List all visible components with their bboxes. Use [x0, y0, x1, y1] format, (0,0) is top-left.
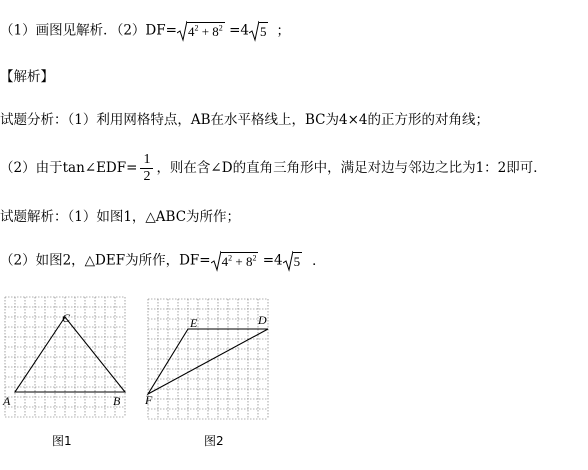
label-A: A [3, 394, 11, 408]
section-heading: 【解析】 [0, 69, 54, 85]
radicand: $4^2 + 8^2$ [221, 253, 257, 269]
answer-eq: =4 [224, 22, 249, 39]
label-F: F [145, 393, 153, 407]
radical-sign-icon [249, 20, 259, 42]
solution2-tail: ． [312, 252, 326, 269]
radical-sign-icon [283, 250, 293, 272]
fraction-one-half: $\frac{1}{2}$ [140, 152, 153, 185]
radical-sign-icon [177, 20, 187, 42]
triangle-abc-shape [15, 317, 125, 392]
sqrt-expression [177, 20, 225, 42]
radical-sign-icon [211, 250, 221, 272]
radicand: $4^2 + 8^2$ [187, 23, 223, 39]
triangle-abc [15, 317, 125, 392]
figure-1-grid [0, 292, 130, 422]
sqrt-expression [211, 250, 259, 272]
solution2-line [0, 250, 326, 272]
label-E: E [190, 316, 198, 330]
answer-tail: ； [276, 22, 290, 39]
label-B: B [113, 394, 121, 408]
figure-2-caption: 图2 [204, 434, 224, 448]
label-D: D [258, 313, 267, 327]
grid-lines [148, 299, 268, 419]
sqrt-five: 5 [283, 250, 303, 272]
part2-prefix: （2）由于tan∠EDF= [0, 160, 138, 176]
sqrt-five: 5 [249, 20, 269, 42]
part2-suffix: ，则在含∠D的直角三角形中，满足对边与邻边之比为1：2即可． [156, 160, 547, 176]
label-C: C [62, 311, 71, 325]
figure-1-caption: 图1 [52, 434, 72, 448]
solution1-line: 试题解析：（1）如图1，△ABC为所作； [0, 209, 241, 225]
analysis-line: 试题分析：（1）利用网格特点，AB在水平格线上，BC为4×4的正方形的对角线； [0, 112, 489, 128]
solution2-prefix: （2）如图2，△DEF为所作，DF= [0, 252, 211, 269]
solution2-eq: =4 [258, 252, 283, 269]
figure-2-grid [143, 294, 273, 424]
answer-line [0, 20, 290, 42]
answer-part1: （1）画图见解析．（2）DF= [0, 22, 177, 39]
part2-analysis-line [0, 150, 547, 186]
